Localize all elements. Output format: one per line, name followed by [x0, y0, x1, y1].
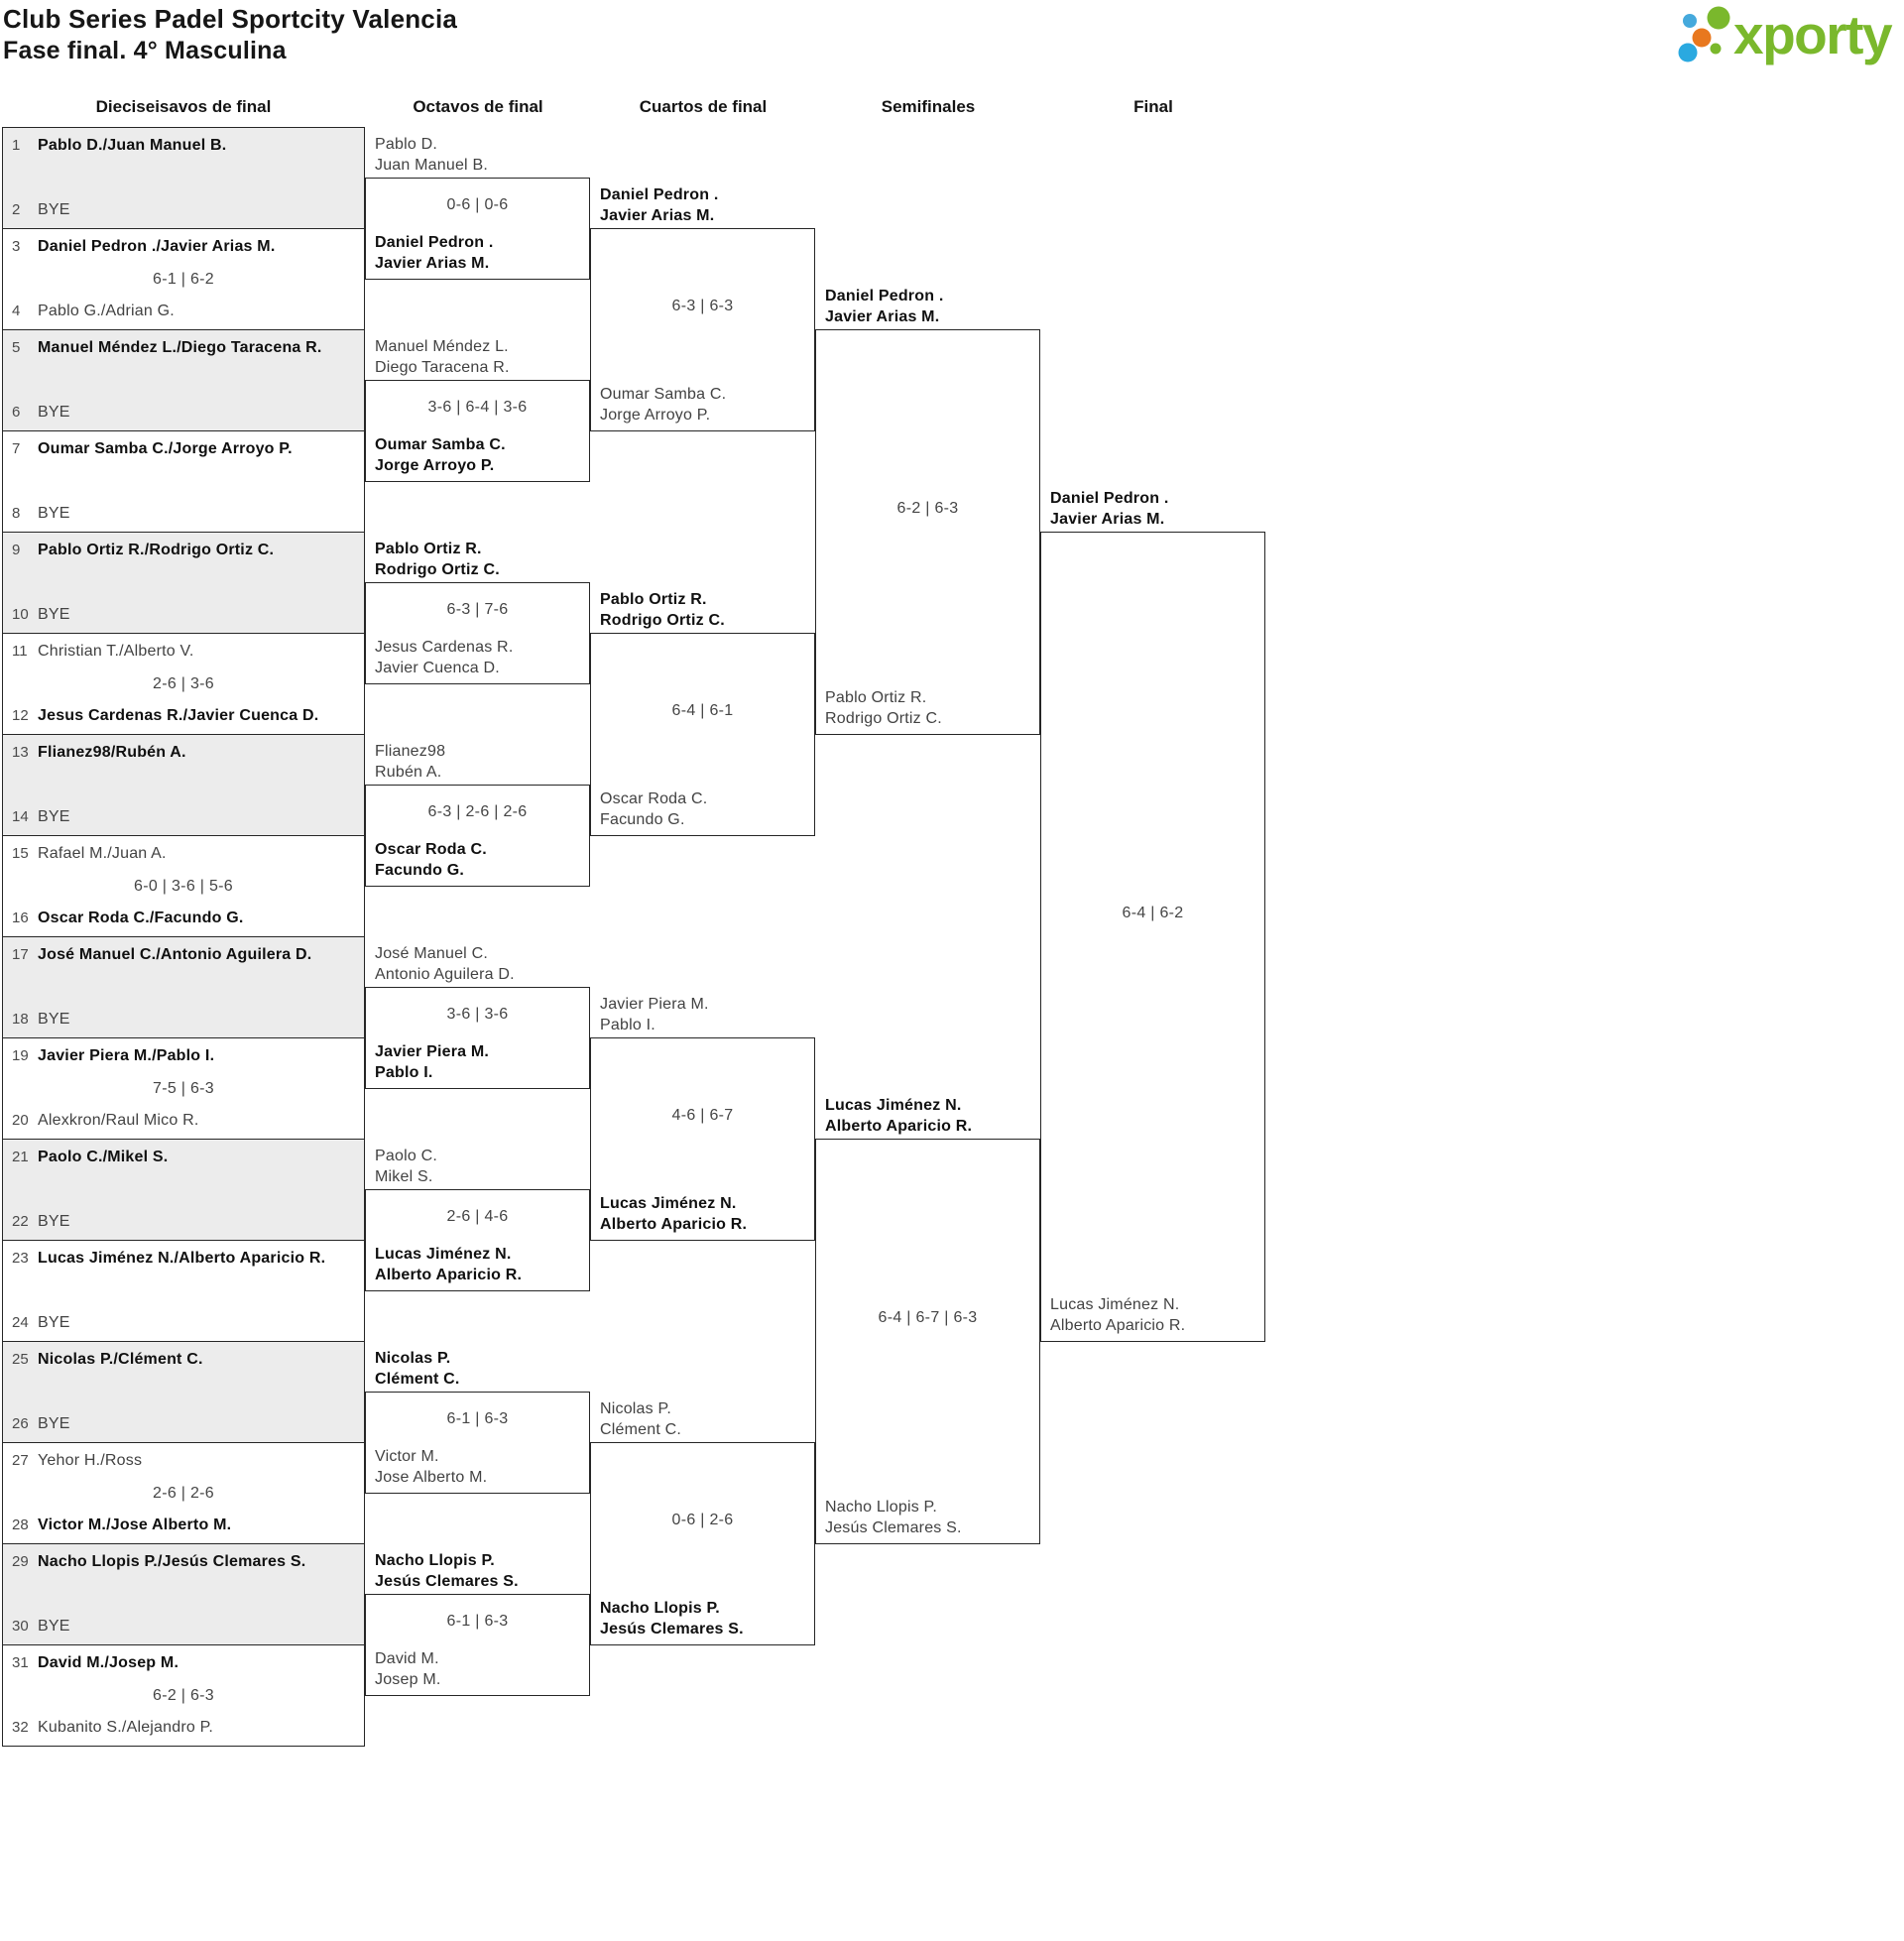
round-header-dieciseisavos: Dieciseisavos de final: [95, 97, 272, 116]
team-names-top: [375, 1146, 437, 1187]
seed-number: 7: [12, 440, 21, 457]
team-name: Pablo Ortiz R.: [600, 591, 707, 608]
score-area: [366, 1595, 589, 1648]
team-name: BYE: [38, 1011, 70, 1028]
team-name: BYE: [38, 404, 70, 421]
seed-number: 29: [12, 1553, 29, 1570]
score-area: [366, 179, 589, 232]
team-row: [3, 431, 364, 458]
team-name: Kubanito S./Alejandro P.: [38, 1719, 214, 1736]
team-row: [3, 1314, 364, 1341]
r32-match: [2, 633, 365, 735]
r32-match: [2, 228, 365, 330]
match-score: 6-0 | 3-6 | 5-6: [134, 877, 233, 895]
team-name: Javier Arias M.: [375, 255, 490, 272]
team-names-top: [375, 539, 500, 580]
match-score: 0-6 | 0-6: [446, 196, 509, 213]
team-names-top: [375, 1348, 460, 1390]
score-area: [3, 1166, 364, 1213]
score-area: [591, 634, 814, 789]
match-score: 6-3 | 6-3: [671, 298, 734, 314]
seed-number: 4: [12, 303, 21, 319]
score-area: [3, 1268, 364, 1314]
score-area: [366, 381, 589, 434]
team-name: Oumar Samba C.: [375, 436, 506, 453]
team-row: [3, 1719, 364, 1746]
team-name: Pablo Ortiz R.: [375, 541, 482, 557]
team-name: Nicolas P./Clément C.: [38, 1351, 203, 1368]
team-name: Javier Piera M./Pablo I.: [38, 1047, 215, 1064]
team-row: [3, 1544, 364, 1571]
team-name: Oscar Roda C.: [375, 841, 487, 858]
r32-match: [2, 734, 365, 836]
match-score: 2-6 | 4-6: [446, 1208, 509, 1225]
team-name: Alberto Aparicio R.: [375, 1267, 523, 1283]
team-row: [3, 1241, 364, 1268]
seed-number: 8: [12, 505, 21, 522]
seed-number: 3: [12, 238, 21, 255]
score-area: [816, 1140, 1039, 1497]
team-name: Rubén A.: [375, 764, 442, 781]
match-score: 6-4 | 6-2: [1122, 905, 1184, 921]
team-name: Lucas Jiménez N.: [825, 1097, 962, 1114]
team-name: Nacho Llopis P./Jesús Clemares S.: [38, 1553, 306, 1570]
seed-number: 15: [12, 845, 29, 862]
team-names-top: [825, 1095, 972, 1137]
team-name: BYE: [38, 1314, 70, 1331]
team-row: [3, 707, 364, 734]
score-area: [3, 256, 364, 303]
team-names-top: [375, 1550, 519, 1592]
team-row: [3, 1443, 364, 1470]
cuartos-match: [590, 591, 815, 836]
team-names-bottom: [816, 687, 1039, 734]
team-name: Rodrigo Ortiz C.: [375, 561, 500, 578]
round-header-cuartos: Cuartos de final: [639, 97, 768, 116]
team-name: Daniel Pedron .: [375, 234, 494, 251]
team-name: Manuel Méndez L./Diego Taracena R.: [38, 339, 322, 356]
match-score: 6-3 | 2-6 | 2-6: [427, 803, 528, 820]
team-name: Alexkron/Raul Mico R.: [38, 1112, 199, 1129]
team-name: José Manuel C.: [375, 945, 488, 962]
match-score: 3-6 | 6-4 | 3-6: [427, 399, 528, 416]
team-name: Lucas Jiménez N.: [600, 1195, 737, 1212]
team-name: Facundo G.: [375, 862, 464, 879]
team-name: Clément C.: [600, 1421, 682, 1438]
team-names-bottom: [366, 232, 589, 279]
team-name: Pablo Ortiz R./Rodrigo Ortiz C.: [38, 542, 275, 558]
team-name: José Manuel C./Antonio Aguilera D.: [38, 946, 312, 963]
final-match: [1040, 490, 1265, 1342]
score-area: [3, 1672, 364, 1719]
team-row: [3, 1645, 364, 1672]
team-name: Victor M./Jose Alberto M.: [38, 1516, 232, 1533]
team-name: Christian T./Alberto V.: [38, 643, 194, 660]
score-area: [366, 583, 589, 637]
team-names-top: [375, 741, 445, 783]
r32-match: [2, 430, 365, 533]
r32-match: [2, 1037, 365, 1140]
seed-number: 27: [12, 1452, 29, 1469]
team-row: [3, 1415, 364, 1442]
r32-match: [2, 329, 365, 431]
match-score: 7-5 | 6-3: [153, 1079, 214, 1097]
team-name: Oscar Roda C.: [600, 790, 708, 807]
team-row: [3, 533, 364, 559]
score-area: [591, 1443, 814, 1598]
octavos-match: [365, 1148, 590, 1291]
score-area: [3, 357, 364, 404]
seed-number: 9: [12, 542, 21, 558]
team-name: BYE: [38, 505, 70, 522]
seed-number: 10: [12, 606, 29, 623]
seed-number: 32: [12, 1719, 29, 1736]
score-area: [3, 155, 364, 201]
team-name: BYE: [38, 1415, 70, 1432]
team-name: BYE: [38, 606, 70, 623]
team-names-top: [375, 336, 510, 378]
team-names-bottom: [366, 434, 589, 481]
seed-number: 6: [12, 404, 21, 421]
team-name: Alberto Aparicio R.: [825, 1118, 973, 1135]
team-name: BYE: [38, 1213, 70, 1230]
team-names-bottom: [366, 1648, 589, 1695]
team-name: Daniel Pedron ./Javier Arias M.: [38, 238, 276, 255]
team-name: Pablo G./Adrian G.: [38, 303, 175, 319]
team-name: Jesús Clemares S.: [375, 1573, 519, 1590]
team-name: Pablo I.: [375, 1064, 433, 1081]
team-name: Jesus Cardenas R.: [375, 639, 514, 656]
score-area: [366, 988, 589, 1041]
score-area: [3, 964, 364, 1011]
team-name: David M./Josep M.: [38, 1654, 179, 1671]
team-name: Diego Taracena R.: [375, 359, 510, 376]
team-names-bottom: [591, 384, 814, 430]
r32-match: [2, 532, 365, 634]
team-name: Nicolas P.: [375, 1350, 451, 1367]
seed-number: 13: [12, 744, 29, 761]
team-name: Jesus Cardenas R./Javier Cuenca D.: [38, 707, 319, 724]
score-area: [366, 1393, 589, 1446]
team-name: Manuel Méndez L.: [375, 338, 509, 355]
octavos-match: [365, 1552, 590, 1696]
round-header-final: Final: [1133, 97, 1173, 116]
match-score: 6-2 | 6-3: [896, 500, 959, 517]
seed-number: 11: [12, 643, 28, 660]
team-names-bottom: [1041, 1294, 1264, 1341]
team-row: [3, 201, 364, 228]
team-names-bottom: [366, 637, 589, 683]
octavos-match: [365, 136, 590, 280]
team-name: Jorge Arroyo P.: [375, 457, 495, 474]
team-name: Oumar Samba C.: [600, 386, 727, 403]
team-name: Jesús Clemares S.: [825, 1519, 962, 1536]
r32-match: [2, 835, 365, 937]
score-area: [1041, 533, 1264, 1294]
team-name: Juan Manuel B.: [375, 157, 488, 174]
cuartos-match: [590, 996, 815, 1241]
team-names-top: [600, 994, 709, 1035]
seed-number: 22: [12, 1213, 29, 1230]
match-score: 6-2 | 6-3: [153, 1686, 214, 1704]
team-name: Javier Arias M.: [1050, 511, 1165, 528]
team-row: [3, 808, 364, 835]
team-names-bottom: [366, 1041, 589, 1088]
team-name: Javier Arias M.: [825, 308, 940, 325]
team-name: Alberto Aparicio R.: [1050, 1317, 1186, 1334]
team-row: [3, 1011, 364, 1037]
r32-match: [2, 1341, 365, 1443]
match-score: 3-6 | 3-6: [446, 1006, 509, 1023]
octavos-match: [365, 1350, 590, 1494]
team-row: [3, 937, 364, 964]
team-name: Javier Cuenca D.: [375, 660, 500, 676]
team-name: Alberto Aparicio R.: [600, 1216, 748, 1233]
cuartos-match: [590, 1400, 815, 1645]
team-name: Jose Alberto M.: [375, 1469, 488, 1486]
seed-number: 20: [12, 1112, 29, 1129]
seed-number: 21: [12, 1149, 29, 1165]
score-area: [3, 762, 364, 808]
team-name: Mikel S.: [375, 1168, 433, 1185]
team-name: Oscar Roda C./Facundo G.: [38, 910, 244, 926]
seed-number: 1: [12, 137, 21, 154]
seed-number: 19: [12, 1047, 29, 1064]
octavos-match: [365, 743, 590, 887]
team-row: [3, 505, 364, 532]
r32-match: [2, 1139, 365, 1241]
team-names-top: [375, 943, 515, 985]
team-name: Nacho Llopis P.: [375, 1552, 495, 1569]
team-name: Daniel Pedron .: [1050, 490, 1169, 507]
team-names-top: [1050, 488, 1168, 530]
team-name: Josep M.: [375, 1671, 441, 1688]
match-score: 6-1 | 6-3: [446, 1410, 509, 1427]
match-score: 2-6 | 3-6: [153, 674, 214, 692]
semifinal-match: [815, 288, 1040, 735]
team-name: Clément C.: [375, 1371, 460, 1388]
octavos-match: [365, 338, 590, 482]
score-area: [591, 1038, 814, 1193]
team-row: [3, 404, 364, 430]
round-header-semifinales: Semifinales: [881, 97, 976, 116]
team-names-bottom: [366, 839, 589, 886]
octavos-match: [365, 541, 590, 684]
seed-number: 2: [12, 201, 21, 218]
team-name: Nacho Llopis P.: [825, 1499, 937, 1516]
team-names-bottom: [591, 1598, 814, 1644]
score-area: [591, 229, 814, 384]
team-name: Paolo C./Mikel S.: [38, 1149, 169, 1165]
team-name: Flianez98: [375, 743, 446, 760]
team-name: Lucas Jiménez N.: [375, 1246, 512, 1263]
team-name: Pablo D./Juan Manuel B.: [38, 137, 227, 154]
score-area: [3, 1470, 364, 1516]
seed-number: 14: [12, 808, 29, 825]
team-name: Paolo C.: [375, 1148, 437, 1164]
match-score: 6-1 | 6-2: [153, 270, 214, 288]
r32-match: [2, 127, 365, 229]
team-name: Facundo G.: [600, 811, 685, 828]
team-names-top: [600, 589, 725, 631]
score-area: [366, 1190, 589, 1244]
team-names-top: [600, 1398, 681, 1440]
score-area: [366, 786, 589, 839]
team-row: [3, 1140, 364, 1166]
team-name: Flianez98/Rubén A.: [38, 744, 186, 761]
r32-match: [2, 1442, 365, 1544]
score-area: [3, 458, 364, 505]
seed-number: 12: [12, 707, 29, 724]
team-name: Yehor H./Ross: [38, 1452, 143, 1469]
team-name: Nacho Llopis P.: [600, 1600, 720, 1617]
team-names-top: [825, 286, 943, 327]
team-names-bottom: [366, 1446, 589, 1493]
score-area: [3, 559, 364, 606]
team-name: Victor M.: [375, 1448, 439, 1465]
team-name: Lucas Jiménez N./Alberto Aparicio R.: [38, 1250, 326, 1267]
team-row: [3, 606, 364, 633]
team-row: [3, 1038, 364, 1065]
seed-number: 5: [12, 339, 21, 356]
score-area: [816, 330, 1039, 687]
team-name: BYE: [38, 201, 70, 218]
semifinal-match: [815, 1097, 1040, 1544]
seed-number: 18: [12, 1011, 29, 1028]
team-name: Javier Piera M.: [600, 996, 709, 1013]
page-subtitle: Fase final. 4° Masculina: [3, 37, 287, 64]
team-names-top: [600, 184, 718, 226]
team-row: [3, 1618, 364, 1644]
team-name: Antonio Aguilera D.: [375, 966, 515, 983]
team-row: [3, 1342, 364, 1369]
match-score: 2-6 | 2-6: [153, 1484, 214, 1502]
team-name: Nicolas P.: [600, 1400, 671, 1417]
team-row: [3, 910, 364, 936]
score-area: [3, 661, 364, 707]
team-name: Javier Piera M.: [375, 1043, 490, 1060]
r32-match: [2, 936, 365, 1038]
match-score: 6-4 | 6-1: [671, 702, 734, 719]
r32-match: [2, 1240, 365, 1342]
team-name: Daniel Pedron .: [600, 186, 719, 203]
team-names-bottom: [591, 1193, 814, 1240]
page-title: Club Series Padel Sportcity Valencia: [3, 4, 458, 34]
team-row: [3, 330, 364, 357]
seed-number: 17: [12, 946, 29, 963]
r32-match: [2, 1644, 365, 1747]
match-score: 6-4 | 6-7 | 6-3: [878, 1309, 978, 1326]
team-name: David M.: [375, 1650, 439, 1667]
seed-number: 24: [12, 1314, 29, 1331]
team-name: Lucas Jiménez N.: [1050, 1296, 1180, 1313]
seed-number: 28: [12, 1516, 29, 1533]
team-name: Daniel Pedron .: [825, 288, 944, 304]
team-name: Rafael M./Juan A.: [38, 845, 167, 862]
r32-match: [2, 1543, 365, 1645]
team-name: Pablo D.: [375, 136, 437, 153]
team-row: [3, 836, 364, 863]
team-name: BYE: [38, 1618, 70, 1635]
team-names-top: [375, 134, 488, 176]
team-name: Jorge Arroyo P.: [600, 407, 711, 424]
team-name: Jesús Clemares S.: [600, 1621, 744, 1638]
team-row: [3, 634, 364, 661]
team-name: BYE: [38, 808, 70, 825]
team-name: Rodrigo Ortiz C.: [600, 612, 725, 629]
team-row: [3, 1516, 364, 1543]
team-name: Pablo I.: [600, 1017, 655, 1033]
team-row: [3, 128, 364, 155]
team-row: [3, 1213, 364, 1240]
team-name: Javier Arias M.: [600, 207, 715, 224]
team-names-bottom: [591, 789, 814, 835]
team-name: Pablo Ortiz R.: [825, 689, 927, 706]
round-header-octavos: Octavos de final: [413, 97, 543, 116]
match-score: 6-3 | 7-6: [446, 601, 509, 618]
score-area: [3, 1369, 364, 1415]
team-row: [3, 735, 364, 762]
team-names-bottom: [366, 1244, 589, 1290]
team-row: [3, 303, 364, 329]
seed-number: 30: [12, 1618, 29, 1635]
team-name: Oumar Samba C./Jorge Arroyo P.: [38, 440, 293, 457]
match-score: 4-6 | 6-7: [671, 1107, 734, 1124]
team-names-bottom: [816, 1497, 1039, 1543]
score-area: [3, 863, 364, 910]
cuartos-match: [590, 186, 815, 431]
team-name: Rodrigo Ortiz C.: [825, 710, 942, 727]
seed-number: 31: [12, 1654, 29, 1671]
score-area: [3, 1571, 364, 1618]
match-score: 0-6 | 2-6: [671, 1512, 734, 1528]
seed-number: 23: [12, 1250, 29, 1267]
octavos-match: [365, 945, 590, 1089]
match-score: 6-1 | 6-3: [446, 1613, 509, 1630]
team-row: [3, 229, 364, 256]
seed-number: 16: [12, 910, 29, 926]
logo-text: xporty: [1733, 4, 1892, 65]
seed-number: 25: [12, 1351, 29, 1368]
team-row: [3, 1112, 364, 1139]
seed-number: 26: [12, 1415, 29, 1432]
score-area: [3, 1065, 364, 1112]
